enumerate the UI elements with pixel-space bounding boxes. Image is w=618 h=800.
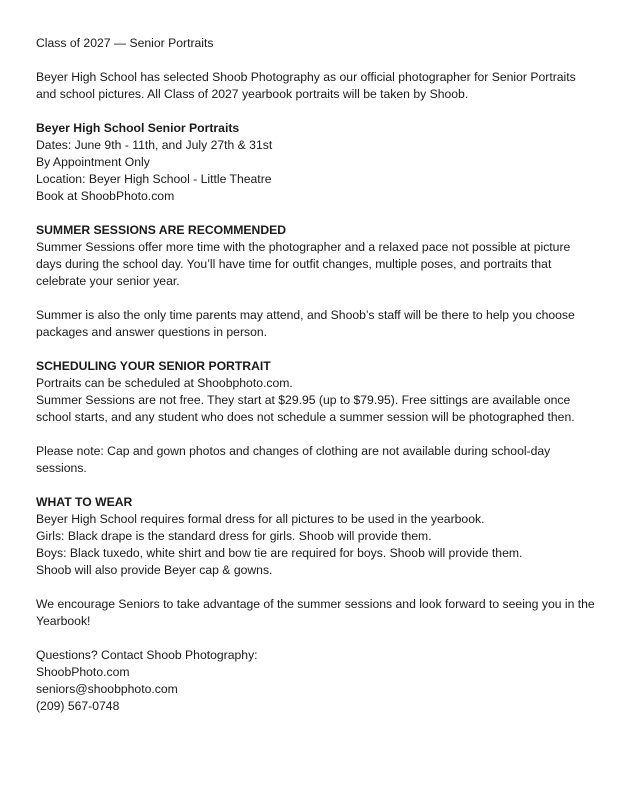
scheduling-line-2: Summer Sessions are not free. They start at $29.95 (up to $79.95). Free sittings are available once school starts, and any student who does not schedule a summer session will be photographed then. [36,393,575,424]
wear-line-4: Shoob will also provide Beyer cap & gowns. [36,563,273,577]
intro-paragraph [36,69,596,103]
summer-paragraph-1: Summer Sessions offer more time with the photographer and a relaxed pace not possible at picture days during the school day. You’ll have time for outfit changes, multiple poses, and portraits that celebrate your senior year. [36,240,571,288]
closing-text: We encourage Seniors to take advantage of the summer sessions and look forward to seeing you in the Yearbook! [36,597,595,628]
intro-text: Beyer High School has selected Shoob Photography as our official photographer for Senior Portraits and school pictures. All Class of 2027 yearbook portraits will be taken by Shoob. [36,70,576,101]
wear-heading: WHAT TO WEAR [36,495,133,509]
contact-heading: Questions? Contact Shoob Photography: [36,648,258,662]
document-page [36,35,596,732]
summer-heading: SUMMER SESSIONS ARE RECOMMENDED [36,223,287,237]
scheduling-section [36,358,596,426]
wear-line-1: Beyer High School requires formal dress for all pictures to be used in the yearbook. [36,512,485,526]
contact-email: seniors@shoobphoto.com [36,682,178,696]
portraits-location: Location: Beyer High School - Little Theatre [36,172,272,186]
wear-section [36,494,596,579]
summer-section [36,222,596,290]
scheduling-note-block [36,443,596,477]
contact-website: ShoobPhoto.com [36,665,130,679]
portraits-section [36,120,596,205]
closing-paragraph [36,596,596,630]
portraits-dates: Dates: June 9th - 11th, and July 27th & 31st [36,138,273,152]
scheduling-note: Please note: Cap and gown photos and changes of clothing are not available during school-day sessions. [36,444,551,475]
summer-parents-paragraph [36,307,596,341]
doc-title: Class of 2027 — Senior Portraits [36,36,214,50]
portraits-booking: Book at ShoobPhoto.com [36,189,175,203]
contact-section [36,647,596,715]
contact-phone: (209) 567-0748 [36,699,120,713]
scheduling-heading: SCHEDULING YOUR SENIOR PORTRAIT [36,359,271,373]
wear-line-2: Girls: Black drape is the standard dress for girls. Shoob will provide them. [36,529,432,543]
portraits-appointment: By Appointment Only [36,155,150,169]
doc-title-block [36,35,596,52]
scheduling-line-1: Portraits can be scheduled at Shoobphoto.com. [36,376,293,390]
wear-line-3: Boys: Black tuxedo, white shirt and bow tie are required for boys. Shoob will provide them. [36,546,523,560]
portraits-heading: Beyer High School Senior Portraits [36,121,240,135]
summer-paragraph-2: Summer is also the only time parents may attend, and Shoob’s staff will be there to help you choose packages and answer questions in person. [36,308,575,339]
